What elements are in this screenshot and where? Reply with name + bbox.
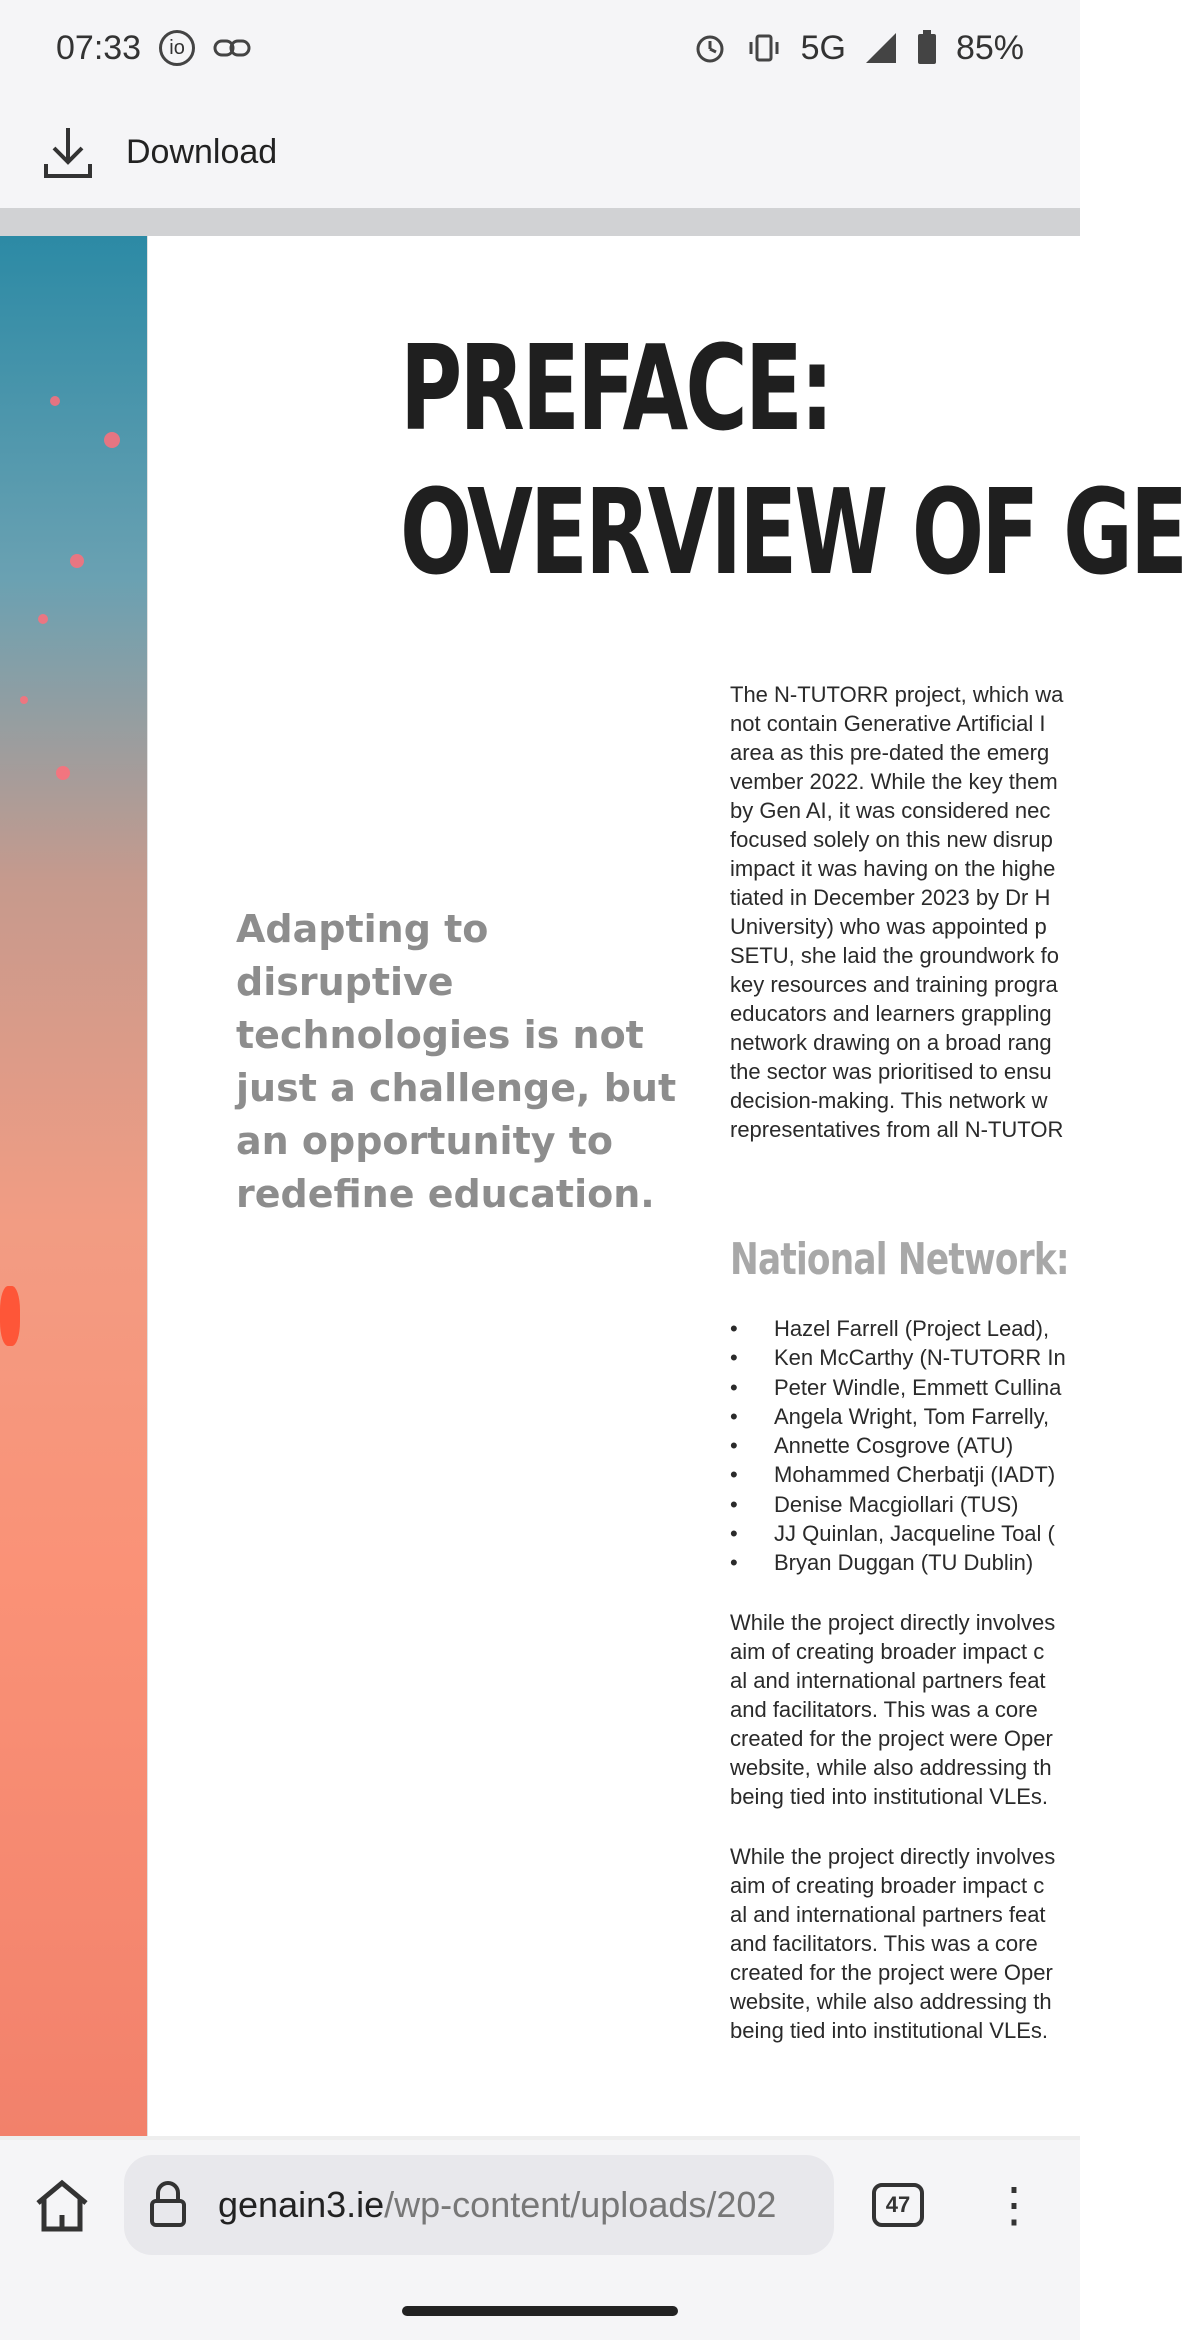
paragraph-3-line: created for the project were Oper: [730, 1960, 1053, 1985]
pull-quote: Adapting to disruptive technologies is not just a challenge, but an opportunity to redefine education.: [236, 907, 677, 1216]
document-title: [400, 316, 1185, 604]
paragraph-3-line: website, while also addressing th: [730, 1989, 1052, 2014]
body-text-line: vember 2022. While the key them: [730, 769, 1058, 794]
status-right: [693, 29, 1024, 68]
paragraph-2-line: aim of creating broader impact c: [730, 1639, 1045, 1664]
body-text-line: tiated in December 2023 by Dr H: [730, 885, 1051, 910]
download-icon[interactable]: [40, 122, 96, 182]
status-bar: [0, 0, 1080, 96]
tab-switcher-button[interactable]: [872, 2183, 924, 2227]
body-text-line: the sector was prioritised to ensu: [730, 1059, 1052, 1084]
body-paragraph: [730, 680, 1150, 1144]
home-indicator[interactable]: [402, 2306, 678, 2316]
status-left: [56, 29, 251, 68]
paragraph-3-line: While the project directly involves: [730, 1844, 1056, 1869]
body-text-line: representatives from all N-TUTOR: [730, 1117, 1064, 1142]
paragraph-3-line: and facilitators. This was a core: [730, 1931, 1038, 1956]
body-text-line: area as this pre-dated the emerg: [730, 740, 1050, 765]
url-text[interactable]: [218, 2184, 776, 2226]
body-text-line: SETU, she laid the groundwork fo: [730, 943, 1059, 968]
list-item: • Ken McCarthy (N-TUTORR In: [730, 1343, 1066, 1372]
title-line-1: PREFACE:: [400, 319, 832, 457]
download-bar: [0, 96, 1080, 208]
body-text-line: The N-TUTORR project, which wa: [730, 682, 1064, 707]
body-text-line: key resources and training progra: [730, 972, 1058, 997]
paragraph-2-line: being tied into institutional VLEs.: [730, 1784, 1048, 1809]
cover-image: [0, 236, 147, 2136]
paragraph-2-line: created for the project were Oper: [730, 1726, 1053, 1751]
list-item: • Peter Windle, Emmett Cullina: [730, 1373, 1066, 1402]
vibrate-icon: [745, 31, 783, 65]
paragraph-3-line: al and international partners feat: [730, 1902, 1046, 1927]
body-text-line: focused solely on this new disrup: [730, 827, 1053, 852]
body-text-line: not contain Generative Artificial I: [730, 711, 1046, 736]
url-path: /wp-content/uploads/202: [384, 2184, 777, 2225]
battery-icon: [916, 30, 938, 66]
paragraph-2-line: website, while also addressing th: [730, 1755, 1052, 1780]
body-text-line: by Gen AI, it was considered nec: [730, 798, 1051, 823]
list-item: • Hazel Farrell (Project Lead),: [730, 1314, 1066, 1343]
gesture-area: [0, 2270, 1080, 2340]
network-list: [730, 1314, 1066, 1578]
list-item: • Annette Cosgrove (ATU): [730, 1431, 1066, 1460]
download-button[interactable]: Download: [126, 132, 278, 171]
signal-icon: [864, 31, 898, 65]
lock-icon: [148, 2181, 188, 2229]
body-text-line: impact it was having on the highe: [730, 856, 1056, 881]
paragraph-3-line: being tied into institutional VLEs.: [730, 2018, 1048, 2043]
paragraph-2-line: and facilitators. This was a core: [730, 1697, 1038, 1722]
toolbar-divider: [0, 208, 1080, 236]
link-icon: [213, 36, 251, 60]
body-text-line: University) who was appointed p: [730, 914, 1047, 939]
tab-count: 47: [885, 2192, 911, 2217]
paragraph-3-line: aim of creating broader impact c: [730, 1873, 1045, 1898]
paragraph-3: [730, 1842, 1055, 2045]
home-icon[interactable]: [30, 2175, 94, 2235]
network-type: 5G: [800, 28, 846, 67]
paragraph-2-line: While the project directly involves: [730, 1610, 1056, 1635]
address-bar[interactable]: [124, 2155, 834, 2255]
alarm-icon: [693, 31, 727, 65]
title-line-2: OVERVIEW OF GE: [400, 463, 1185, 601]
body-text-line: decision-making. This network w: [730, 1088, 1048, 1113]
list-item: • Mohammed Cherbatji (IADT): [730, 1460, 1066, 1489]
list-item: • JJ Quinlan, Jacqueline Toal (: [730, 1519, 1066, 1548]
io-icon: io: [159, 30, 195, 66]
paragraph-2: [730, 1608, 1055, 1811]
overflow-menu-icon[interactable]: ⋮: [990, 2179, 1038, 2232]
list-item: • Angela Wright, Tom Farrelly,: [730, 1402, 1066, 1431]
url-domain: genain3.ie: [218, 2184, 385, 2225]
body-text-line: network drawing on a broad rang: [730, 1030, 1052, 1055]
browser-toolbar: [0, 2140, 1080, 2270]
battery-percent: 85%: [955, 28, 1024, 67]
list-item: • Denise Macgiollari (TUS): [730, 1490, 1066, 1519]
pdf-viewer[interactable]: [0, 236, 1185, 2136]
list-item: • Bryan Duggan (TU Dublin): [730, 1548, 1066, 1577]
page-edge: [147, 236, 148, 2136]
clock: 07:33: [56, 28, 142, 67]
paragraph-2-line: al and international partners feat: [730, 1668, 1046, 1693]
body-text-line: educators and learners grappling: [730, 1001, 1052, 1026]
section-heading: National Network:: [730, 1234, 1069, 1285]
